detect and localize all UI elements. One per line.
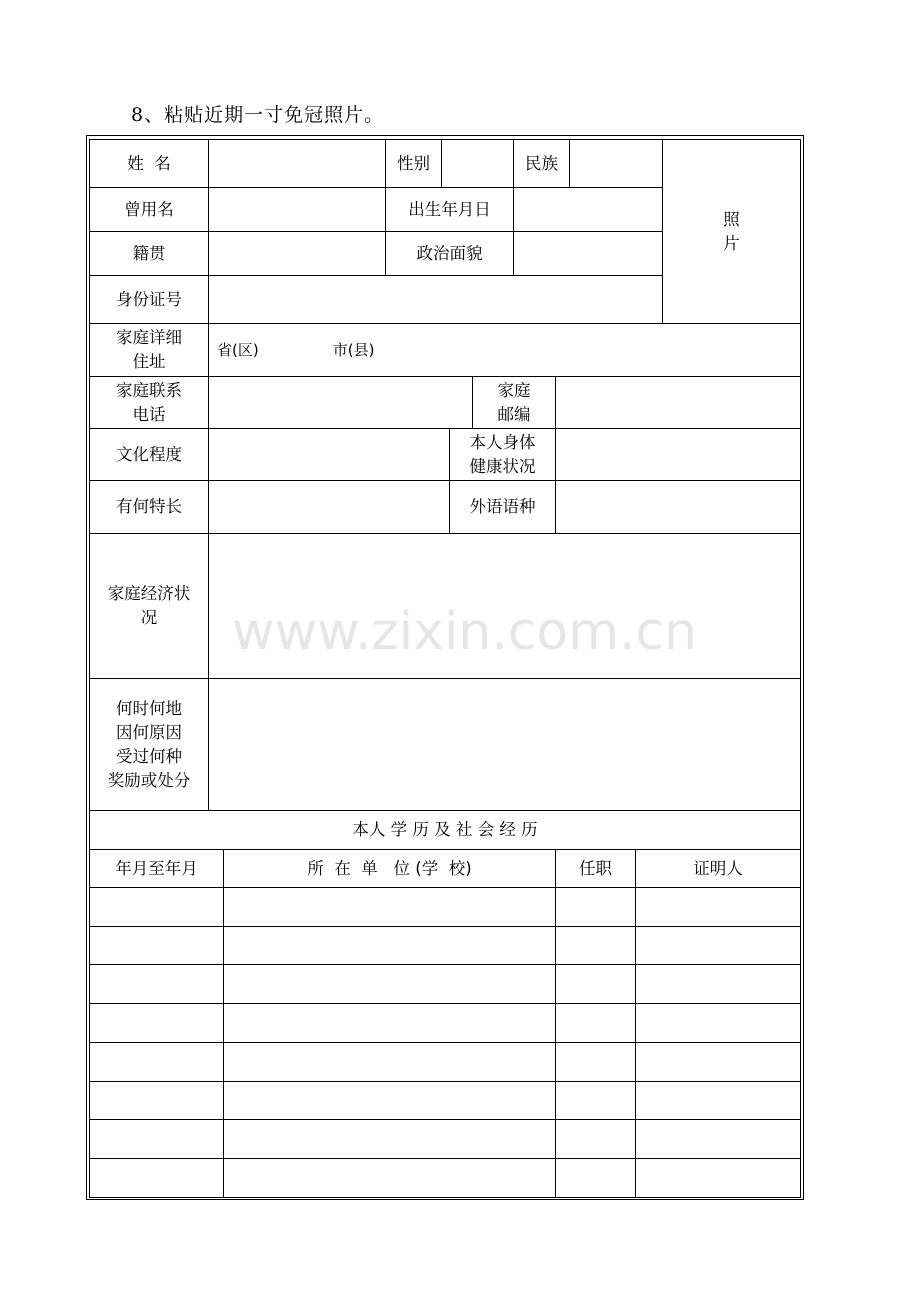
history-cell-witness[interactable] — [635, 964, 801, 1004]
gender-field[interactable] — [441, 139, 514, 188]
history-cell-organization[interactable] — [223, 1158, 556, 1198]
history-cell-witness[interactable] — [635, 1042, 801, 1082]
former-name-field[interactable] — [208, 187, 386, 232]
history-cell-position[interactable] — [555, 1003, 636, 1043]
history-cell-position[interactable] — [555, 1081, 636, 1120]
gender-label: 性别 — [385, 139, 442, 188]
history-cell-organization[interactable] — [223, 887, 556, 927]
watermark: www.zixin.com.cn — [232, 602, 697, 662]
instruction-note: 8、粘贴近期一寸免冠照片。 — [131, 104, 385, 126]
id-number-label: 身份证号 — [89, 275, 209, 324]
history-cell-period[interactable] — [89, 926, 224, 965]
history-section-title: 本人 学 历 及 社 会 经 历 — [89, 810, 801, 850]
foreign-language-field[interactable] — [555, 480, 801, 534]
history-cell-position[interactable] — [555, 1119, 636, 1159]
rewards-punishments-label: 何时何地 因何原因 受过何种 奖励或处分 — [89, 678, 209, 811]
former-name-label: 曾用名 — [89, 187, 209, 232]
history-cell-period[interactable] — [89, 1003, 224, 1043]
history-cell-period[interactable] — [89, 1158, 224, 1198]
history-cell-witness[interactable] — [635, 926, 801, 965]
foreign-language-label: 外语语种 — [449, 480, 556, 534]
family-phone-field[interactable] — [208, 376, 473, 429]
health-field[interactable] — [555, 428, 801, 481]
birth-date-field[interactable] — [513, 187, 663, 232]
history-cell-period[interactable] — [89, 1042, 224, 1082]
history-cell-witness[interactable] — [635, 1003, 801, 1043]
history-cell-organization[interactable] — [223, 1003, 556, 1043]
name-label: 姓 名 — [89, 139, 209, 188]
history-cell-position[interactable] — [555, 964, 636, 1004]
name-field[interactable] — [208, 139, 386, 188]
native-place-field[interactable] — [208, 231, 386, 276]
history-cell-position[interactable] — [555, 1158, 636, 1198]
history-col-period: 年月至年月 — [89, 849, 224, 888]
history-cell-organization[interactable] — [223, 1081, 556, 1120]
history-cell-organization[interactable] — [223, 926, 556, 965]
history-cell-organization[interactable] — [223, 1119, 556, 1159]
family-phone-label: 家庭联系 电话 — [89, 376, 209, 429]
address-label: 家庭详细 住址 — [89, 323, 209, 377]
photo-area[interactable] — [662, 139, 801, 324]
history-col-witness: 证明人 — [635, 849, 801, 888]
address-province-label: 省(区) — [217, 341, 259, 359]
history-cell-witness[interactable] — [635, 1119, 801, 1159]
rewards-punishments-field[interactable] — [208, 678, 801, 811]
id-number-field[interactable] — [208, 275, 663, 324]
history-cell-organization[interactable] — [223, 1042, 556, 1082]
address-field[interactable] — [208, 323, 801, 377]
history-cell-period[interactable] — [89, 1081, 224, 1120]
history-col-organization: 所 在 单 位 (学 校) — [223, 849, 556, 888]
family-postcode-field[interactable] — [555, 376, 801, 429]
political-status-label: 政治面貌 — [385, 231, 514, 276]
history-cell-period[interactable] — [89, 887, 224, 927]
history-cell-witness[interactable] — [635, 1158, 801, 1198]
family-economy-label: 家庭经济状 况 — [89, 533, 209, 679]
history-cell-organization[interactable] — [223, 964, 556, 1004]
photo-label-line1: 照 — [723, 210, 740, 229]
birth-date-label: 出生年月日 — [385, 187, 514, 232]
health-label: 本人身体 健康状况 — [449, 428, 556, 481]
history-cell-period[interactable] — [89, 964, 224, 1004]
history-cell-position[interactable] — [555, 926, 636, 965]
photo-label-line2: 片 — [723, 234, 740, 253]
history-cell-position[interactable] — [555, 887, 636, 927]
education-level-field[interactable] — [208, 428, 450, 481]
family-postcode-label: 家庭 邮编 — [472, 376, 556, 429]
history-col-position: 任职 — [555, 849, 636, 888]
ethnicity-field[interactable] — [569, 139, 663, 188]
native-place-label: 籍贯 — [89, 231, 209, 276]
ethnicity-label: 民族 — [513, 139, 570, 188]
history-cell-witness[interactable] — [635, 887, 801, 927]
specialty-label: 有何特长 — [89, 480, 209, 534]
history-cell-witness[interactable] — [635, 1081, 801, 1120]
history-cell-period[interactable] — [89, 1119, 224, 1159]
specialty-field[interactable] — [208, 480, 450, 534]
political-status-field[interactable] — [513, 231, 663, 276]
history-cell-position[interactable] — [555, 1042, 636, 1082]
education-level-label: 文化程度 — [89, 428, 209, 481]
family-economy-field[interactable] — [208, 533, 801, 679]
address-city-label: 市(县) — [332, 341, 375, 359]
